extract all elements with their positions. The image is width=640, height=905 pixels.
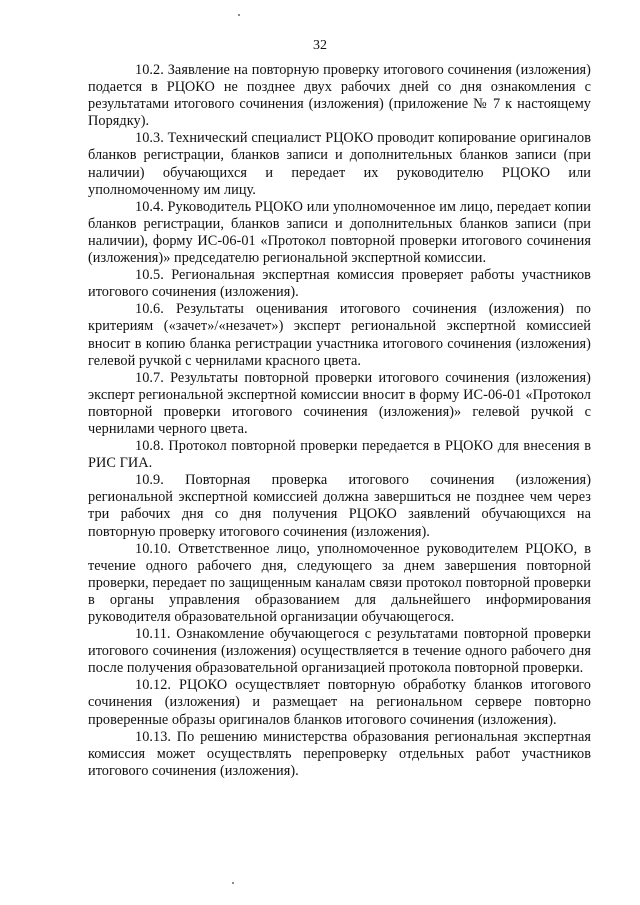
paragraph-10-10: 10.10. Ответственное лицо, уполномоченное руководителем РЦОКО, в течение одного рабочего дня, следующего за днем завершения повторной проверки, передает по защищенным каналам связи протокол повторной проверки в органы управления образованием для дальнейшего информирования руководителя образовательной организации обучающегося. — [88, 540, 591, 625]
document-body — [88, 62, 591, 780]
page-number: 32 — [313, 38, 327, 53]
paragraph-10-12: 10.12. РЦОКО осуществляет повторную обработку бланков итогового сочинения (изложения) и размещает на региональном сервере повторно проверенные образы оригиналов бланков итогового сочинения (изложения). — [88, 677, 591, 728]
paragraph-10-11: 10.11. Ознакомление обучающегося с результатами повторной проверки итогового сочинения (изложения) осуществляется в течение одного рабочего дня после получения образовательной организацией протокола повторной проверки. — [88, 626, 591, 677]
paragraph-10-2: 10.2. Заявление на повторную проверку итогового сочинения (изложения) подается в РЦОКО не позднее двух рабочих дней со дня ознакомления с результатами итогового сочинения (изложения) (приложение № 7 к настоящему Порядку). — [88, 62, 591, 130]
paragraph-10-5: 10.5. Региональная экспертная комиссия проверяет работы участников итогового сочинения (изложения). — [88, 267, 591, 301]
scan-speck — [238, 14, 240, 16]
paragraph-10-4: 10.4. Руководитель РЦОКО или уполномоченное им лицо, передает копии бланков регистрации, бланков записи и дополнительных бланков записи (при наличии), форму ИС-06-01 «Протокол повторной проверки итогового сочинения (изложения)» председателю региональной экспертной комиссии. — [88, 198, 591, 267]
paragraph-10-13: 10.13. По решению министерства образования региональная экспертная комиссия может осуществлять перепроверку отдельных работ участников итогового сочинения (изложения). — [88, 728, 591, 779]
paragraph-10-8: 10.8. Протокол повторной проверки передается в РЦОКО для внесения в РИС ГИА. — [88, 438, 591, 472]
paragraph-10-3: 10.3. Технический специалист РЦОКО проводит копирование оригиналов бланков регистрации, бланков записи и дополнительных бланков записи (при наличии) обучающихся и передает их руководителю РЦОКО или уполномоченному им лицу. — [88, 130, 591, 198]
paragraph-10-7: 10.7. Результаты повторной проверки итогового сочинения (изложения) эксперт региональной экспертной комиссии вносит в форму ИС-06-01 «Протокол повторной проверки итогового сочинения (изложения)» гелевой ручкой с чернилами черного цвета. — [88, 369, 591, 437]
scan-speck — [232, 882, 234, 884]
paragraph-10-9: 10.9. Повторная проверка итогового сочинения (изложения) региональной экспертной комиссией должна завершиться не позднее чем через три рабочих дня со дня получения РЦОКО заявлений обучающихся на повторную проверку итогового сочинения (изложения). — [88, 472, 591, 540]
paragraph-10-6: 10.6. Результаты оценивания итогового сочинения (изложения) по критериям («зачет»/«незачет») эксперт региональной экспертной комиссией вносит в копию бланка регистрации участника итогового сочинения (изложения) гелевой ручкой с чернилами красного цвета. — [88, 301, 591, 369]
